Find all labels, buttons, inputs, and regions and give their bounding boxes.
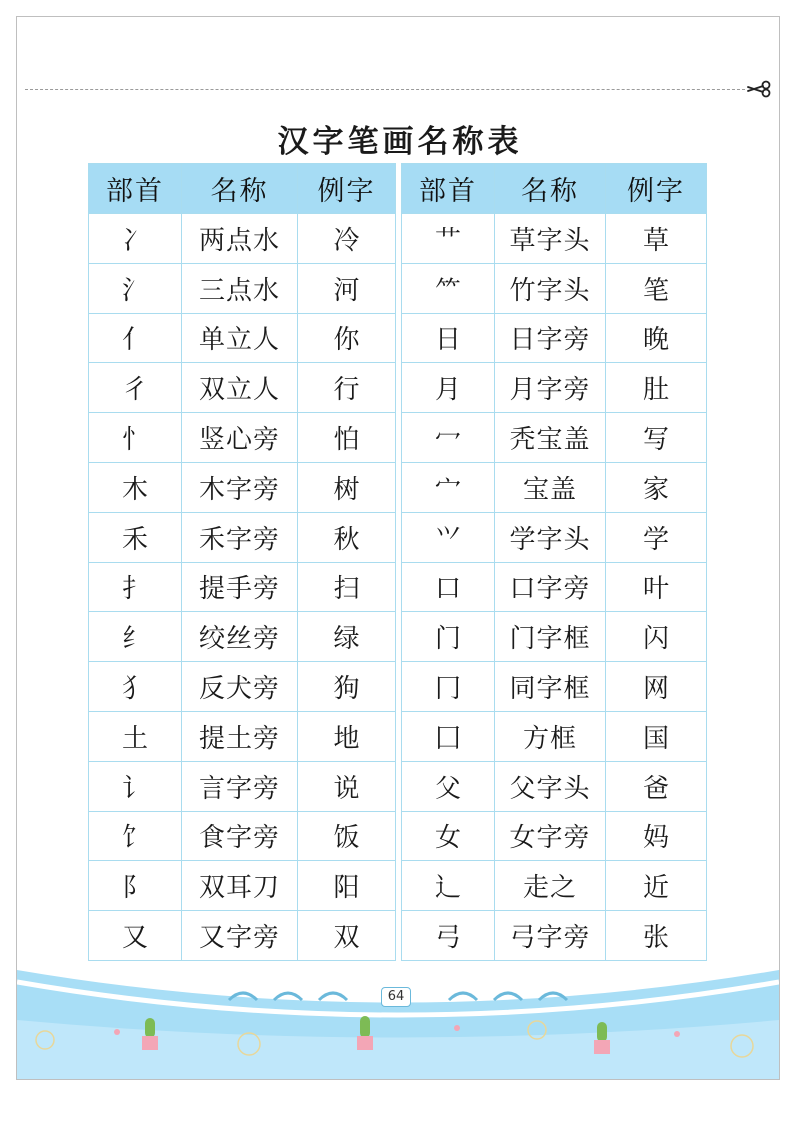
name-cell: 秃宝盖: [495, 413, 606, 463]
example-char-cell: 妈: [606, 811, 707, 861]
name-cell: 双耳刀: [182, 861, 298, 911]
name-cell: 反犬旁: [182, 662, 298, 712]
example-char-cell: 家: [606, 462, 707, 512]
radical-cell: 土: [89, 711, 182, 761]
name-cell: 双立人: [182, 363, 298, 413]
table-row: [89, 462, 396, 512]
name-cell: 门字框: [495, 612, 606, 662]
header-example: 例字: [298, 164, 396, 214]
example-char-cell: 怕: [298, 413, 396, 463]
radical-cell: 又: [89, 911, 182, 961]
radical-cell: 宀: [402, 462, 495, 512]
radical-cell: 亻: [89, 313, 182, 363]
radical-cell: 女: [402, 811, 495, 861]
table-row: [89, 711, 396, 761]
page-number: 64: [381, 987, 411, 1007]
radical-cell: 艹: [402, 214, 495, 264]
example-char-cell: 饭: [298, 811, 396, 861]
radical-cell: 饣: [89, 811, 182, 861]
table-row: [89, 861, 396, 911]
left-stroke-table: [88, 163, 396, 961]
name-cell: 走之: [495, 861, 606, 911]
example-char-cell: 爸: [606, 761, 707, 811]
example-char-cell: 双: [298, 911, 396, 961]
header-example: 例字: [606, 164, 707, 214]
table-row: [402, 861, 707, 911]
radical-cell: 口: [402, 562, 495, 612]
radical-cell: 讠: [89, 761, 182, 811]
table-row: [89, 562, 396, 612]
example-char-cell: 狗: [298, 662, 396, 712]
name-cell: 学字头: [495, 512, 606, 562]
table-row: [89, 761, 396, 811]
name-cell: 三点水: [182, 263, 298, 313]
table-row: [402, 512, 707, 562]
name-cell: 提土旁: [182, 711, 298, 761]
radical-cell: 日: [402, 313, 495, 363]
radical-cell: 阝: [89, 861, 182, 911]
table-row: [89, 214, 396, 264]
table-row: [402, 313, 707, 363]
example-char-cell: 张: [606, 911, 707, 961]
name-cell: 绞丝旁: [182, 612, 298, 662]
name-cell: 方框: [495, 711, 606, 761]
radical-cell: 囗: [402, 711, 495, 761]
name-cell: 食字旁: [182, 811, 298, 861]
name-cell: 竹字头: [495, 263, 606, 313]
example-char-cell: 近: [606, 861, 707, 911]
name-cell: 竖心旁: [182, 413, 298, 463]
example-char-cell: 网: [606, 662, 707, 712]
table-row: [89, 413, 396, 463]
table-row: [89, 612, 396, 662]
cut-line: [25, 89, 745, 90]
header-name: 名称: [182, 164, 298, 214]
name-cell: 日字旁: [495, 313, 606, 363]
table-row: [402, 612, 707, 662]
radical-cell: 彳: [89, 363, 182, 413]
page-title: 汉字笔画名称表: [277, 124, 523, 160]
header-name: 名称: [495, 164, 606, 214]
table-row: [402, 462, 707, 512]
table-row: [402, 263, 707, 313]
table-row: [402, 911, 707, 961]
example-char-cell: 阳: [298, 861, 396, 911]
radical-cell: 弓: [402, 911, 495, 961]
table-row: [402, 811, 707, 861]
table-header-row: [89, 164, 396, 214]
radical-cell: 冂: [402, 662, 495, 712]
name-cell: 父字头: [495, 761, 606, 811]
radical-cell: 忄: [89, 413, 182, 463]
example-char-cell: 冷: [298, 214, 396, 264]
radical-cell: 父: [402, 761, 495, 811]
example-char-cell: 秋: [298, 512, 396, 562]
table-row: [402, 711, 707, 761]
example-char-cell: 树: [298, 462, 396, 512]
table-row: [89, 662, 396, 712]
radical-cell: 犭: [89, 662, 182, 712]
name-cell: 草字头: [495, 214, 606, 264]
example-char-cell: 说: [298, 761, 396, 811]
header-radical: 部首: [89, 164, 182, 214]
table-row: [89, 811, 396, 861]
radical-cell: ⺮: [402, 263, 495, 313]
table-row: [89, 313, 396, 363]
name-cell: 宝盖: [495, 462, 606, 512]
example-char-cell: 闪: [606, 612, 707, 662]
radical-cell: 木: [89, 462, 182, 512]
table-row: [89, 911, 396, 961]
name-cell: 月字旁: [495, 363, 606, 413]
radical-cell: 辶: [402, 861, 495, 911]
table-row: [402, 662, 707, 712]
radical-cell: 禾: [89, 512, 182, 562]
table-row: [402, 761, 707, 811]
example-char-cell: 扫: [298, 562, 396, 612]
example-char-cell: 写: [606, 413, 707, 463]
name-cell: 又字旁: [182, 911, 298, 961]
table-row: [402, 363, 707, 413]
example-char-cell: 你: [298, 313, 396, 363]
right-stroke-table: [401, 163, 707, 961]
example-char-cell: 国: [606, 711, 707, 761]
example-char-cell: 地: [298, 711, 396, 761]
table-row: [402, 413, 707, 463]
table-row: [89, 512, 396, 562]
name-cell: 女字旁: [495, 811, 606, 861]
example-char-cell: 肚: [606, 363, 707, 413]
radical-cell: ⺍: [402, 512, 495, 562]
name-cell: 同字框: [495, 662, 606, 712]
example-char-cell: 笔: [606, 263, 707, 313]
example-char-cell: 草: [606, 214, 707, 264]
table-row: [402, 562, 707, 612]
example-char-cell: 晚: [606, 313, 707, 363]
radical-cell: 扌: [89, 562, 182, 612]
radical-cell: 纟: [89, 612, 182, 662]
example-char-cell: 河: [298, 263, 396, 313]
header-radical: 部首: [402, 164, 495, 214]
name-cell: 禾字旁: [182, 512, 298, 562]
radical-cell: 冫: [89, 214, 182, 264]
table-header-row: [402, 164, 707, 214]
radical-cell: 月: [402, 363, 495, 413]
name-cell: 提手旁: [182, 562, 298, 612]
name-cell: 单立人: [182, 313, 298, 363]
example-char-cell: 绿: [298, 612, 396, 662]
name-cell: 木字旁: [182, 462, 298, 512]
name-cell: 口字旁: [495, 562, 606, 612]
right-table-body: [402, 214, 707, 961]
table-row: [89, 363, 396, 413]
example-char-cell: 学: [606, 512, 707, 562]
left-table-body: [89, 214, 396, 961]
name-cell: 言字旁: [182, 761, 298, 811]
scissors-icon: [745, 75, 773, 103]
example-char-cell: 叶: [606, 562, 707, 612]
radical-cell: 门: [402, 612, 495, 662]
table-row: [89, 263, 396, 313]
radical-cell: 氵: [89, 263, 182, 313]
name-cell: 两点水: [182, 214, 298, 264]
name-cell: 弓字旁: [495, 911, 606, 961]
example-char-cell: 行: [298, 363, 396, 413]
radical-cell: 冖: [402, 413, 495, 463]
table-row: [402, 214, 707, 264]
footer-decoration: [17, 960, 779, 1079]
